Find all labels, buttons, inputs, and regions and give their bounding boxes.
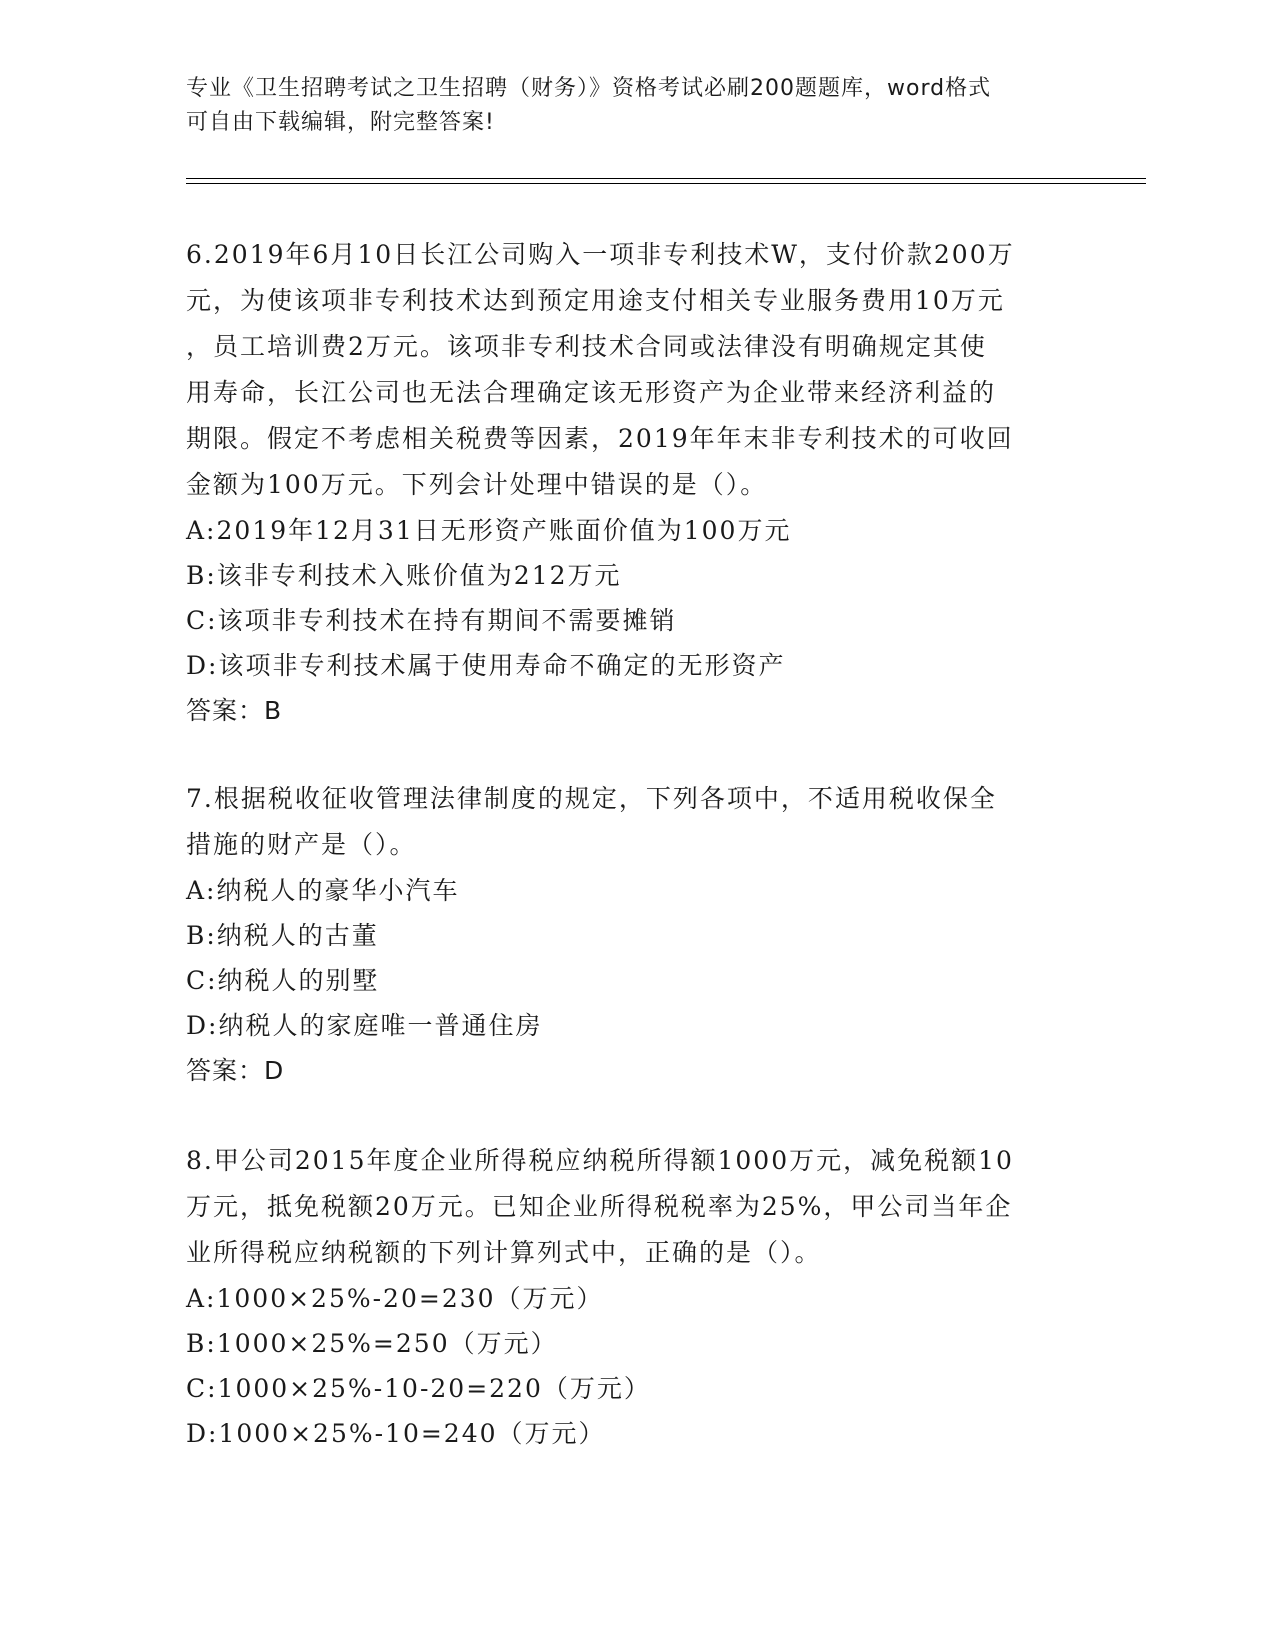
question-8-stem-line-1: 8.甲公司2015年度企业所得税应纳税所得额1000万元，减免税额10 <box>186 1146 1014 1175</box>
question-7-option-c: C:纳税人的别墅 <box>186 966 380 995</box>
question-8-stem-line-3: 业所得税应纳税额的下列计算列式中，正确的是（）。 <box>186 1238 822 1267</box>
question-8-option-d: D:1000×25%-10=240（万元） <box>186 1419 606 1448</box>
question-6-stem-line-2: 元，为使该项非专利技术达到预定用途支付相关专业服务费用10万元 <box>186 286 1005 315</box>
question-7-answer: 答案：D <box>186 1056 285 1085</box>
question-6-option-a: A:2019年12月31日无形资产账面价值为100万元 <box>186 516 792 545</box>
question-7 <box>186 776 1086 1094</box>
question-7-option-b: B:纳税人的古董 <box>186 921 379 950</box>
question-7-stem-line-2: 措施的财产是（）。 <box>186 830 417 859</box>
question-6-answer: 答案：B <box>186 696 283 725</box>
question-6-stem-line-1: 6.2019年6月10日长江公司购入一项非专利技术W，支付价款200万 <box>186 240 1015 269</box>
question-8-option-c: C:1000×25%-10-20=220（万元） <box>186 1374 651 1403</box>
question-8-stem-line-2: 万元，抵免税额20万元。已知企业所得税税率为25%，甲公司当年企 <box>186 1192 1013 1221</box>
question-7-option-d: D:纳税人的家庭唯一普通住房 <box>186 1011 543 1040</box>
header-divider-top <box>186 178 1146 179</box>
question-6-stem-line-6: 金额为100万元。下列会计处理中错误的是（）。 <box>186 470 768 499</box>
header-title-line-2: 可自由下载编辑，附完整答案! <box>186 110 495 135</box>
question-7-stem-line-1: 7.根据税收征收管理法律制度的规定，下列各项中，不适用税收保全 <box>186 784 997 813</box>
question-6-stem-line-3: ，员工培训费2万元。该项非专利技术合同或法律没有明确规定其使 <box>186 332 987 361</box>
question-8 <box>186 1138 1086 1456</box>
question-6-option-d: D:该项非专利技术属于使用寿命不确定的无形资产 <box>186 651 786 680</box>
question-6-stem-line-4: 用寿命，长江公司也无法合理确定该无形资产为企业带来经济利益的 <box>186 378 997 407</box>
question-6-stem-line-5: 期限。假定不考虑相关税费等因素，2019年年末非专利技术的可收回 <box>186 424 1014 453</box>
header-title-line-1: 专业《卫生招聘考试之卫生招聘（财务）》资格考试必刷200题题库，word格式 <box>186 76 992 101</box>
question-6-option-c: C:该项非专利技术在持有期间不需要摊销 <box>186 606 677 635</box>
question-8-option-b: B:1000×25%=250（万元） <box>186 1329 558 1358</box>
question-6 <box>186 232 1086 734</box>
document-header <box>186 72 1066 140</box>
question-7-option-a: A:纳税人的豪华小汽车 <box>186 876 460 905</box>
header-divider-bottom <box>186 183 1146 184</box>
question-6-option-b: B:该非专利技术入账价值为212万元 <box>186 561 622 590</box>
question-8-option-a: A:1000×25%-20=230（万元） <box>186 1284 604 1313</box>
